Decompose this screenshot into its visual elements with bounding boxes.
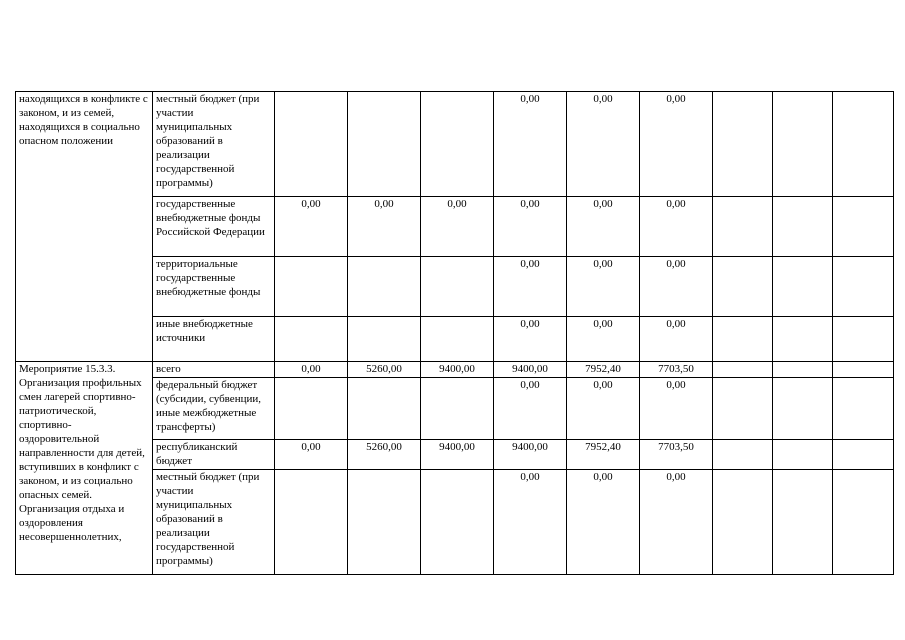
value-cell: 9400,00 <box>421 440 494 470</box>
value-cell <box>713 257 773 317</box>
value-cell <box>421 378 494 440</box>
value-cell <box>773 378 833 440</box>
value-cell: 0,00 <box>567 92 640 197</box>
value-cell <box>713 197 773 257</box>
value-cell <box>421 257 494 317</box>
value-cell: 0,00 <box>640 317 713 362</box>
value-cell <box>421 317 494 362</box>
value-cell <box>275 470 348 575</box>
funding-source: республиканский бюджет <box>153 440 275 470</box>
value-cell <box>833 362 894 378</box>
value-cell <box>348 470 421 575</box>
value-cell <box>833 257 894 317</box>
value-cell <box>713 317 773 362</box>
funding-source: местный бюджет (при участии муниципальных образований в реализации государственной программы) <box>153 92 275 197</box>
funding-source: территориальные государственные внебюджетные фонды <box>153 257 275 317</box>
value-cell <box>348 257 421 317</box>
table-row <box>16 362 894 378</box>
value-cell <box>275 92 348 197</box>
value-cell: 0,00 <box>640 257 713 317</box>
value-cell: 5260,00 <box>348 362 421 378</box>
value-cell: 0,00 <box>567 257 640 317</box>
value-cell: 0,00 <box>348 197 421 257</box>
value-cell <box>275 257 348 317</box>
value-cell <box>833 92 894 197</box>
value-cell <box>713 470 773 575</box>
value-cell: 0,00 <box>494 197 567 257</box>
measure-description: находящихся в конфликте с законом, и из семей, находящихся в социально опасном положении <box>16 92 153 362</box>
value-cell <box>713 92 773 197</box>
value-cell <box>773 362 833 378</box>
value-cell: 0,00 <box>640 378 713 440</box>
value-cell <box>713 440 773 470</box>
table-row <box>16 92 894 197</box>
value-cell <box>773 197 833 257</box>
funding-source: местный бюджет (при участии муниципальных образований в реализации государственной программы) <box>153 470 275 575</box>
value-cell: 0,00 <box>567 197 640 257</box>
funding-source: федеральный бюджет (субсидии, субвенции, иные межбюджетные трансферты) <box>153 378 275 440</box>
value-cell <box>713 378 773 440</box>
table-body <box>16 92 894 575</box>
value-cell <box>833 440 894 470</box>
value-cell: 0,00 <box>275 440 348 470</box>
value-cell: 7952,40 <box>567 440 640 470</box>
value-cell: 0,00 <box>567 470 640 575</box>
measure-description: Мероприятие 15.3.3. Организация профильных смен лагерей спортивно-патриотической, спортивно-оздоровительной направленности для детей, вступивших в конфликт с законом, и из социально опасных семей. Организация отдыха и оздоровления несовершеннолетних, <box>16 362 153 575</box>
value-cell: 9400,00 <box>421 362 494 378</box>
value-cell: 0,00 <box>275 362 348 378</box>
value-cell: 0,00 <box>275 197 348 257</box>
value-cell <box>275 378 348 440</box>
value-cell <box>833 317 894 362</box>
funding-source: всего <box>153 362 275 378</box>
value-cell <box>773 317 833 362</box>
value-cell <box>713 362 773 378</box>
funding-source: государственные внебюджетные фонды Российской Федерации <box>153 197 275 257</box>
value-cell <box>773 440 833 470</box>
value-cell <box>833 197 894 257</box>
value-cell <box>348 378 421 440</box>
value-cell: 7952,40 <box>567 362 640 378</box>
value-cell: 0,00 <box>494 378 567 440</box>
value-cell: 0,00 <box>640 470 713 575</box>
value-cell: 7703,50 <box>640 440 713 470</box>
value-cell <box>833 378 894 440</box>
value-cell: 0,00 <box>640 197 713 257</box>
value-cell: 0,00 <box>567 317 640 362</box>
budget-table <box>15 91 894 575</box>
value-cell: 0,00 <box>494 257 567 317</box>
value-cell: 5260,00 <box>348 440 421 470</box>
value-cell <box>773 92 833 197</box>
value-cell <box>421 470 494 575</box>
value-cell: 0,00 <box>421 197 494 257</box>
value-cell: 7703,50 <box>640 362 713 378</box>
value-cell: 0,00 <box>640 92 713 197</box>
value-cell <box>833 470 894 575</box>
value-cell: 0,00 <box>494 470 567 575</box>
value-cell <box>773 257 833 317</box>
funding-source: иные внебюджетные источники <box>153 317 275 362</box>
value-cell <box>348 317 421 362</box>
value-cell <box>348 92 421 197</box>
value-cell: 0,00 <box>494 92 567 197</box>
value-cell <box>275 317 348 362</box>
value-cell: 0,00 <box>567 378 640 440</box>
value-cell <box>773 470 833 575</box>
value-cell: 9400,00 <box>494 362 567 378</box>
value-cell: 0,00 <box>494 317 567 362</box>
value-cell <box>421 92 494 197</box>
value-cell: 9400,00 <box>494 440 567 470</box>
